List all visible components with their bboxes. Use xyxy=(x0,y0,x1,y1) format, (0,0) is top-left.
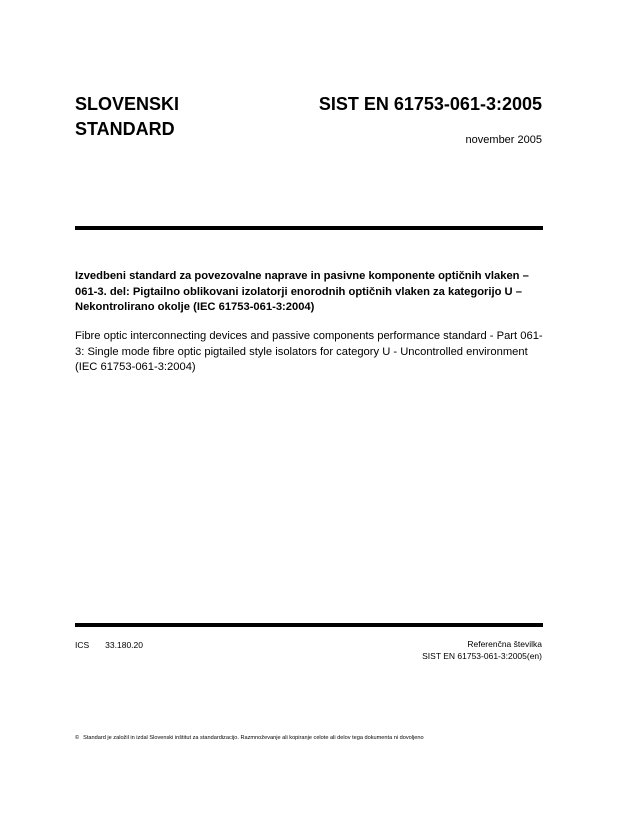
reference-number: SIST EN 61753-061-3:2005(en) xyxy=(422,651,542,661)
document-type-line-1: SLOVENSKI xyxy=(75,94,180,114)
ics-code: 33.180.20 xyxy=(105,640,143,650)
ics-classification xyxy=(75,640,143,650)
title-slovenian: Izvedbeni standard za povezovalne naprave in pasivne komponente optičnih vlaken – 061-3. del: Pigtailno oblikovani izolatorji enorodnih optičnih vlaken za kategorijo U – Nekontrolirano okolje (IEC 61753-061-3:2004) xyxy=(75,270,529,313)
title-english: Fibre optic interconnecting devices and passive components performance standard - Part 061-3: Single mode fibre optic pigtailed style isolators for category U - Uncontrolled environment (IEC 61753-061-3:2004) xyxy=(75,330,543,373)
document-type-line-2: STANDARD xyxy=(75,119,175,139)
copyright-text: Standard je založil in izdal Slovenski inštitut za standardizacijo. Razmnoževanje ali kopiranje celote ali delov tega dokumenta ni dovoljeno xyxy=(83,735,424,741)
standard-code: SIST EN 61753-061-3:2005 xyxy=(318,94,542,114)
copyright-notice xyxy=(75,735,424,741)
reference-block xyxy=(422,638,542,662)
ics-label: ICS xyxy=(75,640,90,650)
copyright-symbol: © xyxy=(75,735,80,741)
top-divider xyxy=(75,226,543,230)
document-type-label xyxy=(75,92,179,142)
publication-date: november 2005 xyxy=(465,134,542,146)
bottom-divider xyxy=(75,623,543,627)
reference-label: Referenčna številka xyxy=(467,639,542,649)
